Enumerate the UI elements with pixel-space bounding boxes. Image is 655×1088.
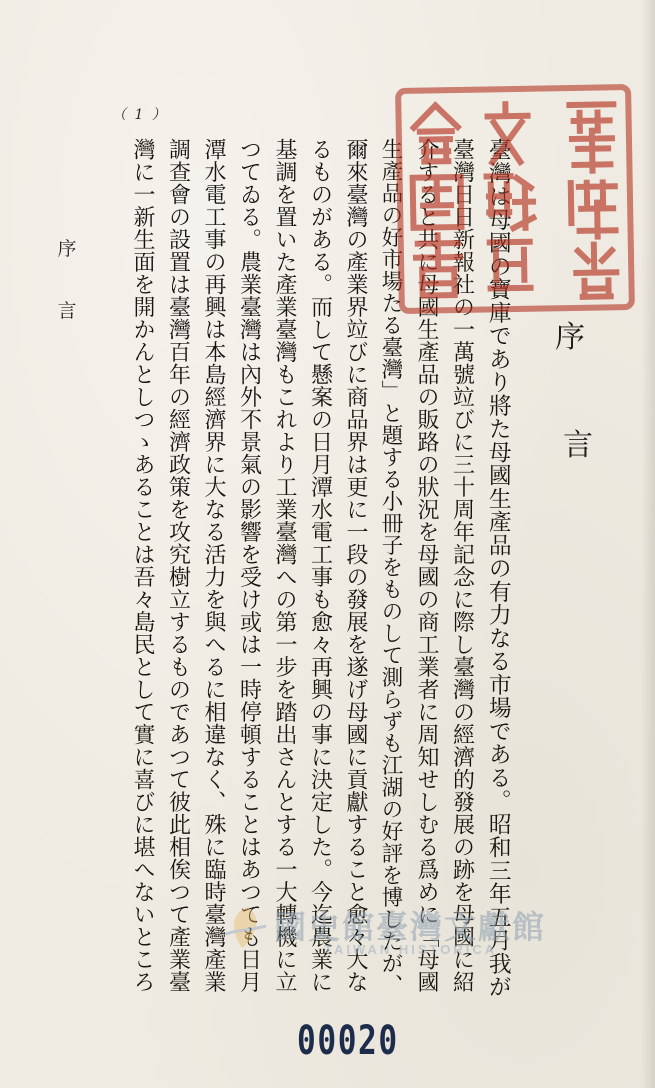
watermark-chinese-text: 國史館臺灣文獻館 — [274, 908, 547, 946]
running-title-char-2: 言 — [57, 300, 77, 322]
text-column: 生產品の好市場たる臺灣」と題する小冊子をものして測らずも江湖の好評を博したが、 — [378, 138, 403, 996]
heading-char-2: 言 — [563, 428, 593, 463]
seal-glyphs-icon — [401, 90, 629, 308]
serial-number-stamp: 00020 — [297, 1018, 399, 1064]
page-number: （ 1 ） — [112, 107, 168, 123]
text-column: るものがある。而して懸案の日月潭水電工事も愈々再興の事に決定した。今迄農業に — [307, 138, 333, 993]
text-column: 介すると共に母國生產品の販路の狀況を母國の商工業者に周知せしむる爲めに「母國 — [414, 138, 439, 993]
text-column: 爾來臺灣の產業界竝びに商品界は更に一段の發展を遂げ母國に貢獻すること愈々大な — [343, 138, 368, 993]
taiwan-map-logo-icon — [222, 904, 268, 950]
text-column: 調查會の設置は臺灣百年の經濟政策を攻究樹立するものであつて彼此相俟つて產業臺 — [165, 138, 191, 993]
text-column: 灣に一新生面を開かんとしつゝあることは吾々島民として實に喜びに堪へないところ — [130, 138, 155, 993]
heading-char-1: 序 — [555, 320, 585, 355]
library-seal-stamp — [395, 84, 635, 314]
text-column: 基調を置いた產業臺灣もこれより工業臺灣への第一步を踏出さんとする一大轉機に立 — [272, 138, 297, 993]
running-title-char-1: 序 — [57, 238, 77, 260]
text-column: 臺灣は母國の寶庫であり將た母國生產品の有力なる市場である。昭和三年五月我が — [484, 138, 511, 999]
text-column: 臺灣日日新報社の一萬號竝びに三十周年記念に際し臺灣の經濟的發展の跡を母國に紹 — [449, 138, 475, 993]
text-column: 潭水電工事の再興は本島經濟界に大なる活力を與へるに相違なく、殊に臨時臺灣產業 — [201, 138, 226, 993]
page-edge-shadow — [641, 0, 655, 1088]
watermark-english-text: TAIWAN HISTORICA — [324, 942, 498, 957]
text-column: つてゐる。農業臺灣は內外不景氣の影響を受け或は一時停頓することはあつても日月 — [236, 138, 262, 993]
archive-watermark — [218, 902, 638, 962]
